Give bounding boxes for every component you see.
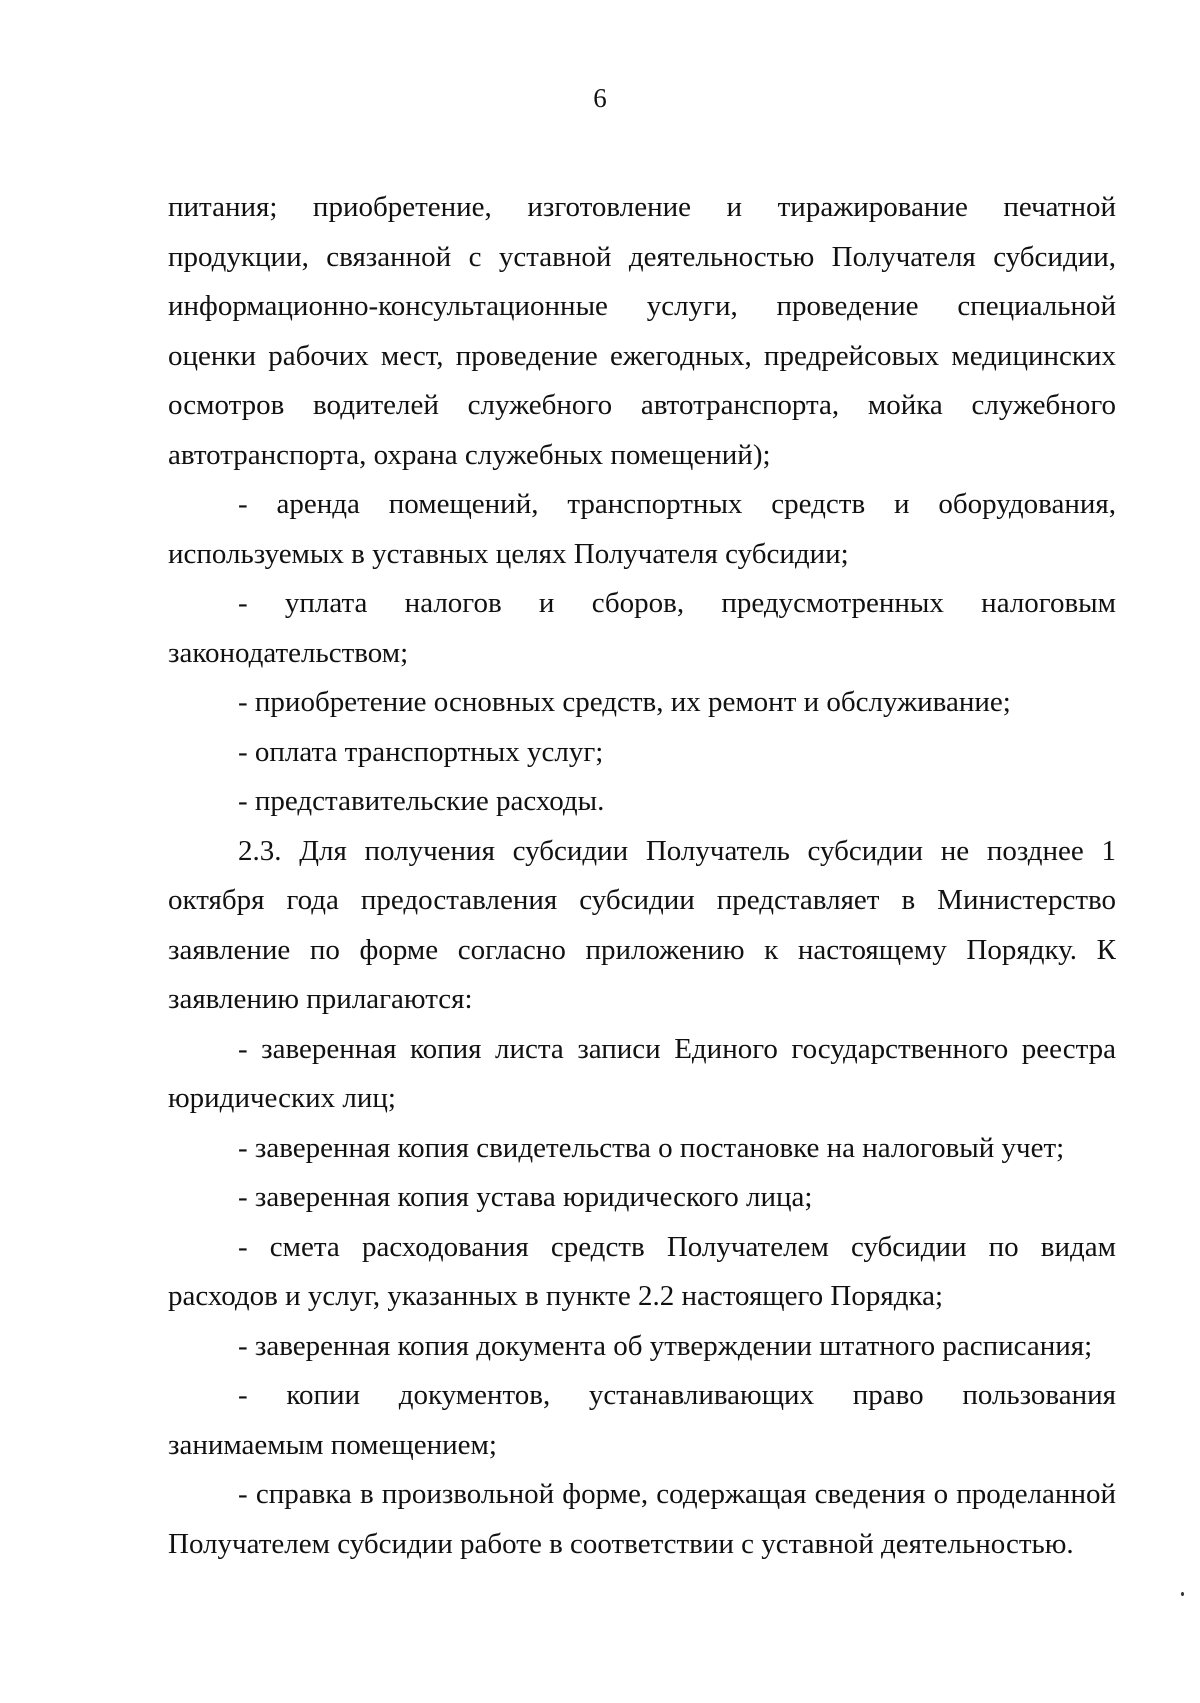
list-item-representation-expenses: - представительские расходы. [238,785,605,817]
scan-speck [1181,1592,1184,1596]
list-item-registry-copy: - заверенная копия листа записи Единого государственного реестра юридических лиц; [168,1032,1116,1114]
document-body [168,183,1116,1569]
list-item-rent: - аренда помещений, транспортных средств и оборудования, используемых в уставных целях Получателя субсидии; [168,488,1116,570]
list-item-activity-report: - справка в произвольной форме, содержащая сведения о проделанной Получателем субсидии работе в соответствии с уставной деятельностью. [168,1478,1116,1560]
list-item-transport-services: - оплата транспортных услуг; [238,735,604,768]
list-item-taxes: - уплата налогов и сборов, предусмотренных налоговым законодательством; [168,587,1116,669]
list-item-premises-documents: - копии документов, устанавливающих право пользования занимаемым помещением; [168,1379,1116,1461]
list-item-charter-copy: - заверенная копия устава юридического лица; [238,1181,813,1213]
list-item-estimate: - смета расходования средств Получателем субсидии по видам расходов и услуг, указанных в пункте 2.2 настоящего Порядка; [168,1230,1116,1312]
list-item-fixed-assets: - приобретение основных средств, их ремонт и обслуживание; [238,686,1011,718]
section-2-3: 2.3. Для получения субсидии Получатель субсидии не позднее 1 октября года предоставления субсидии представляет в Министерство заявление по форме согласно приложению к настоящему Порядку. К заявлению прилагаются: [168,834,1116,1015]
page-number: 6 [593,83,607,113]
list-item-tax-certificate: - заверенная копия свидетельства о постановке на налоговый учет; [238,1131,1065,1164]
list-item-staff-schedule: - заверенная копия документа об утверждении штатного расписания; [238,1329,1093,1362]
paragraph-continuation: питания; приобретение, изготовление и тиражирование печатной продукции, связанной с уставной деятельностью Получателя субсидии, информационно-консультационные услуги, проведение специальной оценки рабочих мест, проведение ежегодных, предрейсовых медицинских осмотров водителей служебного автотранспорта, мойка служебного автотранспорта, охрана служебных помещений); [168,191,1116,471]
